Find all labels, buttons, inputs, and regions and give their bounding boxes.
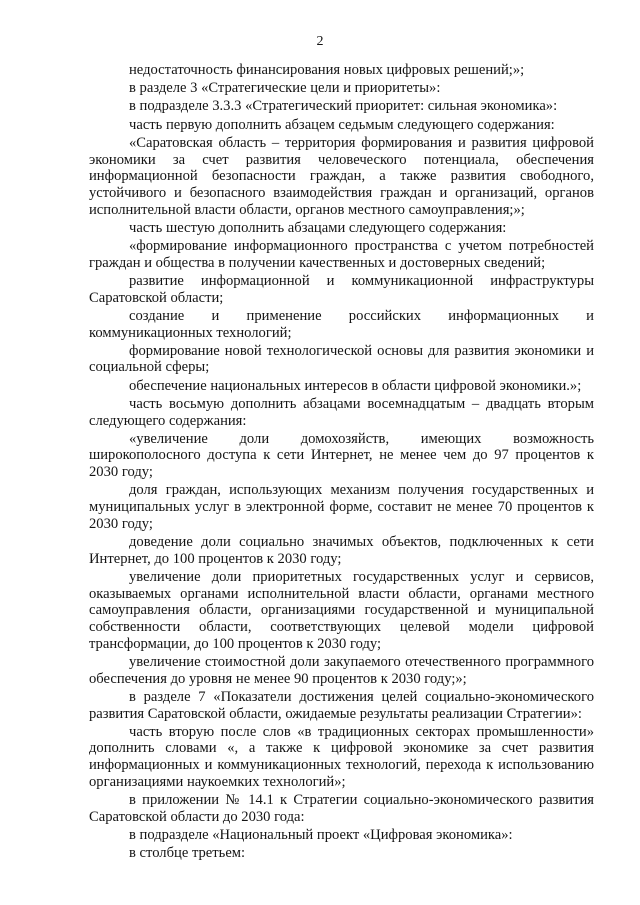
paragraph: доля граждан, использующих механизм получения государственных и муниципальных услуг в электронной форме, составит не менее 70 процентов к 2030 году;: [89, 482, 594, 532]
paragraph: часть шестую дополнить абзацами следующего содержания:: [129, 219, 507, 236]
paragraph: обеспечение национальных интересов в области цифровой экономики.»;: [129, 377, 582, 394]
paragraph: недостаточность финансирования новых цифровых решений;»;: [129, 62, 525, 78]
paragraph: «формирование информационного пространства с учетом потребностей граждан и общества в получении качественных и достоверных сведений;: [89, 238, 594, 271]
paragraph: создание и применение российских информационных и коммуникационных технологий;: [89, 307, 594, 341]
paragraph: «Саратовская область – территория формирования и развития цифровой экономики за счет развития человеческого потенциала, обеспечения информационной безопасности граждан, а также развития свободного, устойчивого и безопасного взаимодействия граждан и организаций, органов исполнительной власти области, органов местного самоуправления;»;: [89, 134, 594, 218]
paragraph: в разделе 3 «Стратегические цели и приоритеты»:: [129, 80, 441, 97]
paragraph: часть восьмую дополнить абзацами восемнадцатым – двадцать вторым следующего содержания:: [89, 395, 594, 429]
paragraph: в разделе 7 «Показатели достижения целей социально-экономического развития Саратовской области, ожидаемые результаты реализации Стратегии»:: [89, 688, 594, 722]
document-body: [89, 62, 594, 863]
paragraph: увеличение доли приоритетных государственных услуг и сервисов, оказываемых органами исполнительной власти области, органами местного самоуправления области, организациями государственной и муниципальной собственности области, соответствующих целевой модели цифровой трансформации, до 100 процентов к 2030 году;: [89, 568, 594, 652]
paragraph: развитие информационной и коммуникационной инфраструктуры Саратовской области;: [89, 272, 594, 306]
paragraph: формирование новой технологической основы для развития экономики и социальной сферы;: [89, 342, 594, 376]
paragraph: часть первую дополнить абзацем седьмым следующего содержания:: [129, 116, 555, 133]
paragraph: «увеличение доли домохозяйств, имеющих возможность широкополосного доступа к сети Интернет, не менее чем до 97 процентов к 2030 году;: [89, 430, 594, 481]
paragraph: доведение доли социально значимых объектов, подключенных к сети Интернет, до 100 процентов к 2030 году;: [89, 533, 594, 567]
paragraph: в подразделе 3.3.3 «Стратегический приоритет: сильная экономика»:: [129, 98, 558, 115]
page-number: 2: [316, 34, 324, 49]
paragraph: увеличение стоимостной доли закупаемого отечественного программного обеспечения до уровня не менее 90 процентов к 2030 году;»;: [89, 653, 594, 687]
paragraph: часть вторую после слов «в традиционных секторах промышленности» дополнить словами «, а также к цифровой экономике за счет развития информационных и коммуникационных технологий, перехода к использованию организациями наукоемких технологий»;: [89, 723, 594, 790]
paragraph: в приложении № 14.1 к Стратегии социально-экономического развития Саратовской области до 2030 года:: [89, 792, 594, 825]
paragraph: в подразделе «Национальный проект «Цифровая экономика»:: [129, 826, 513, 843]
paragraph: в столбце третьем:: [129, 845, 246, 862]
